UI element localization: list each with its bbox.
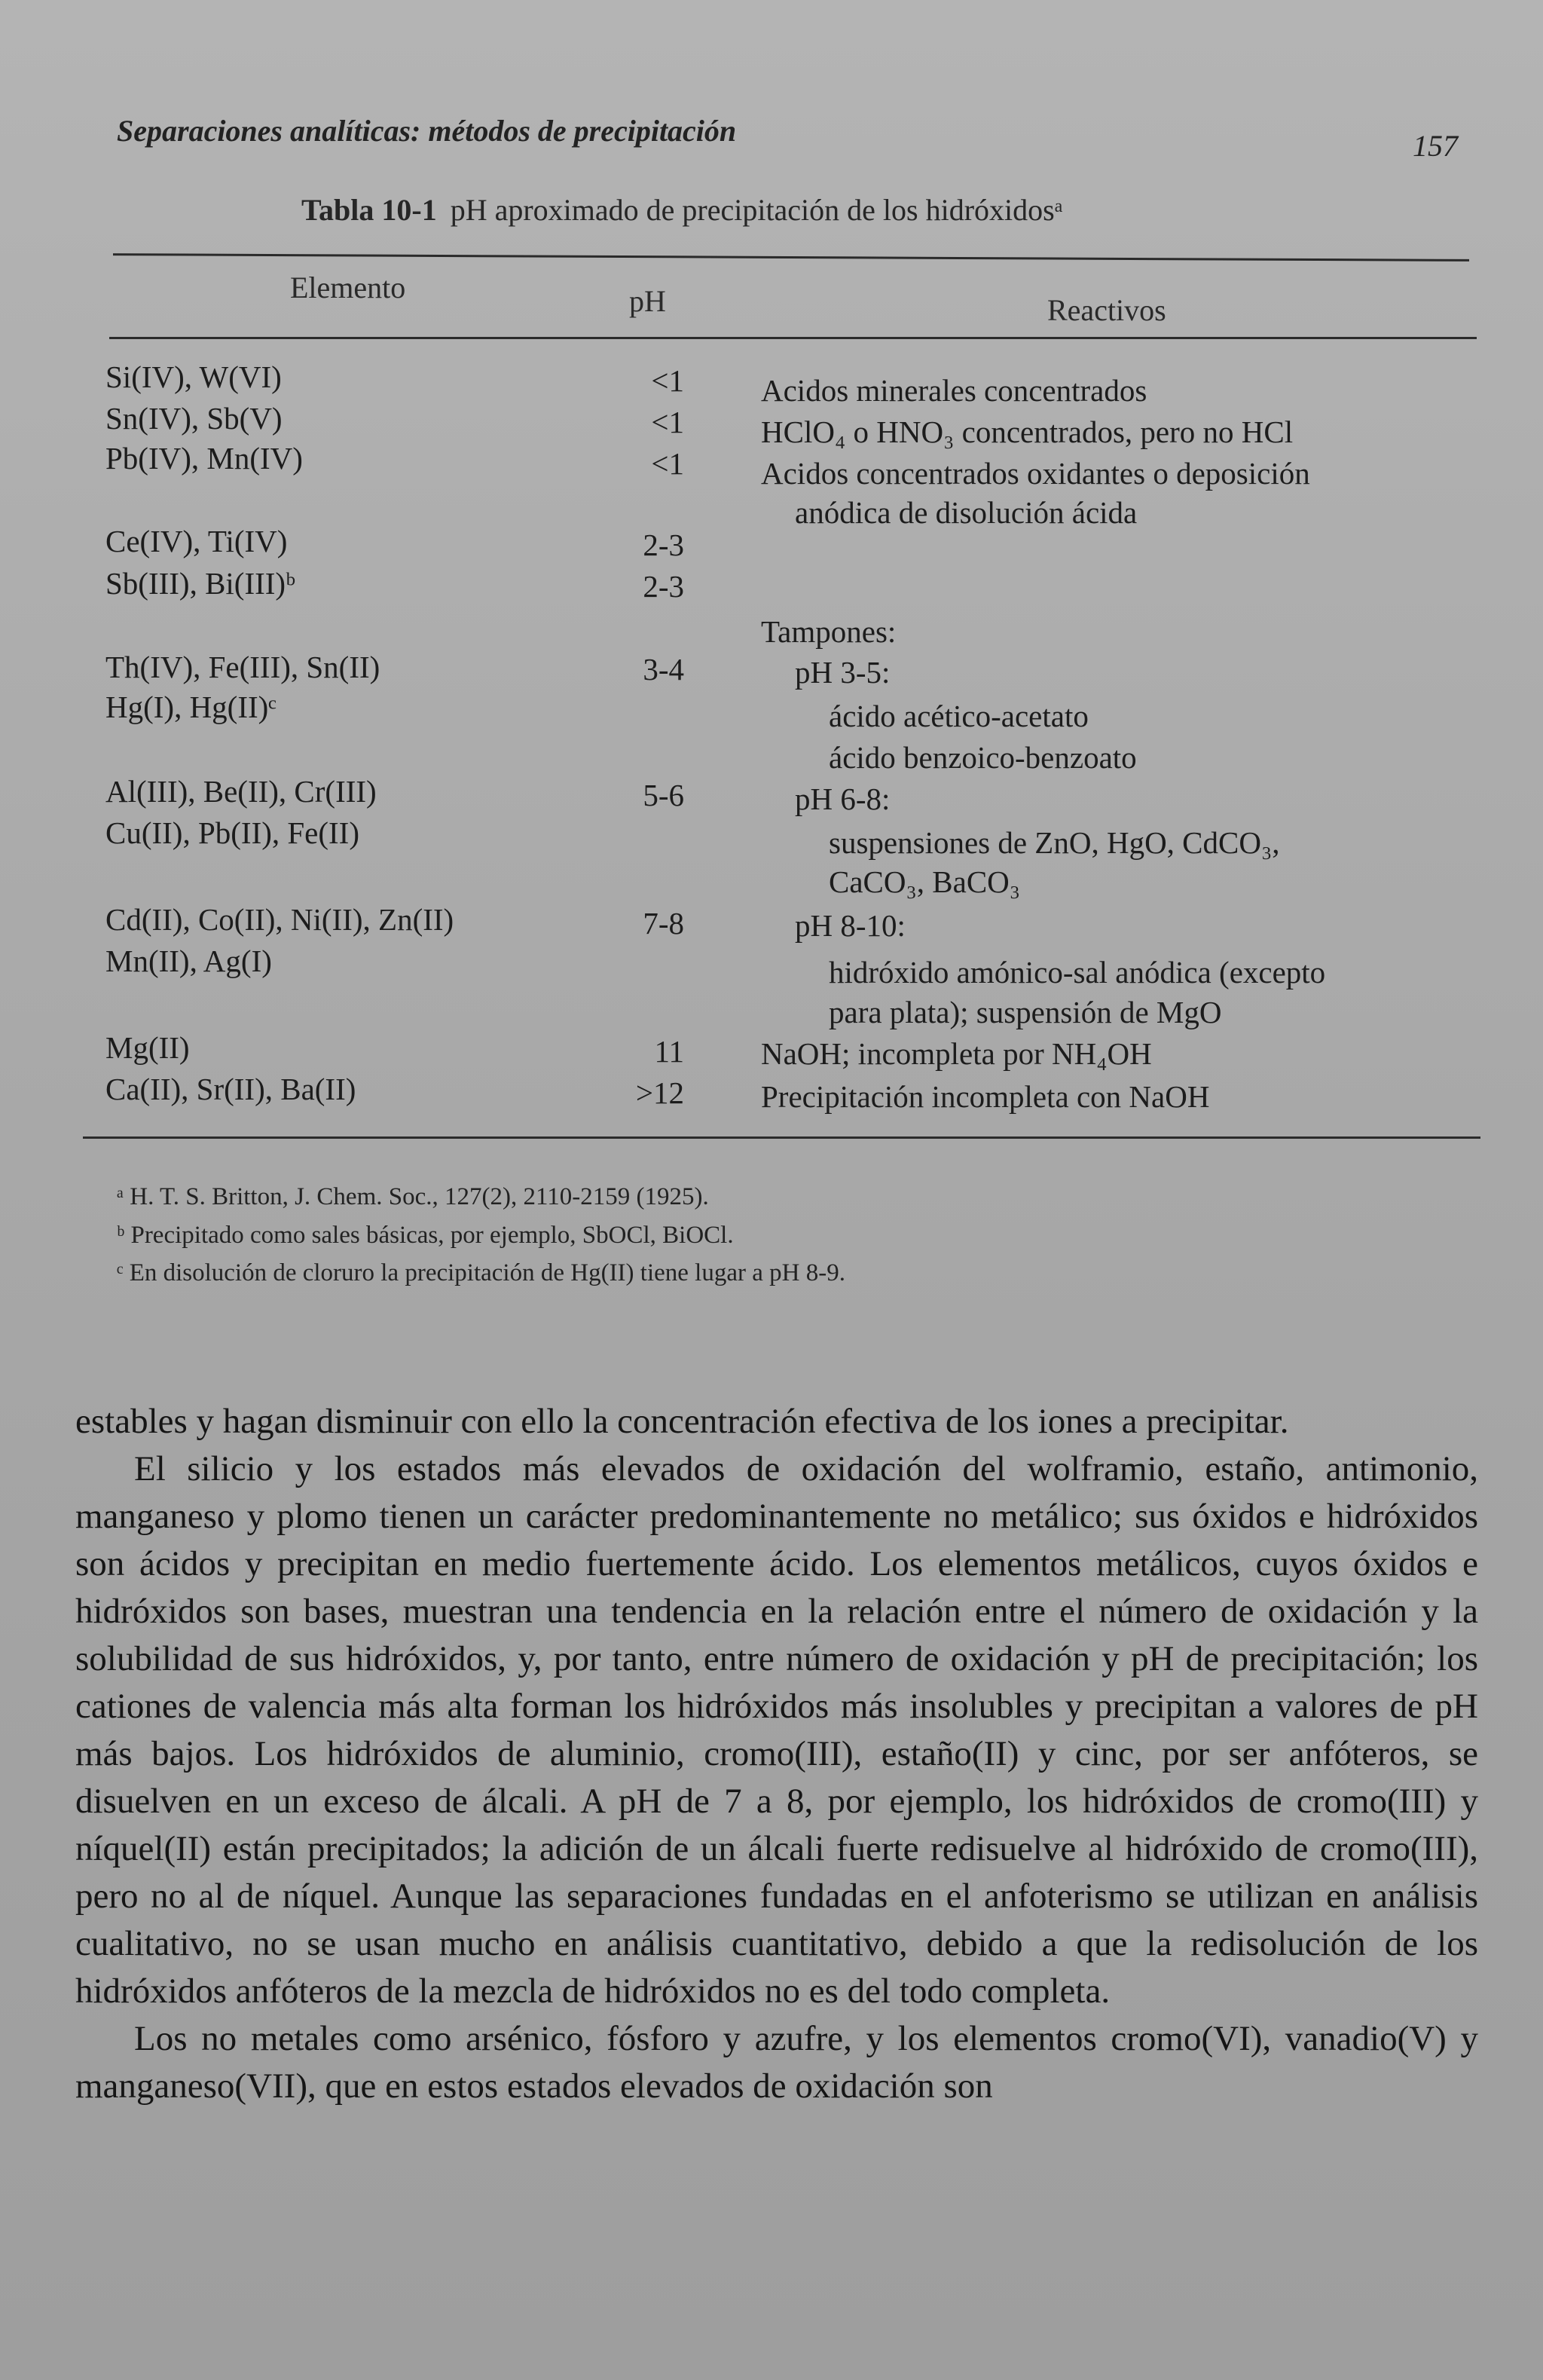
column-header-reactivos: Reactivos (1047, 293, 1166, 327)
table-caption-text: pH aproximado de precipitación de los hidróxidosᵃ (450, 193, 1063, 227)
table-header-rule (109, 337, 1477, 339)
table-cell-ph: <1 (651, 363, 684, 398)
footnote-b: ᵇ Precipitado como sales básicas, por ejemplo, SbOCl, BiOCl. (117, 1222, 734, 1249)
body-text (75, 1398, 1478, 2110)
table-cell-elemento: Ca(II), Sr(II), Ba(II) (105, 1072, 356, 1106)
table-cell-elemento: Pb(IV), Mn(IV) (105, 441, 303, 476)
column-header-ph: pH (629, 284, 666, 318)
running-head: Separaciones analíticas: métodos de precipitación (117, 114, 737, 148)
table-bottom-rule (83, 1136, 1480, 1139)
table-top-rule (113, 253, 1469, 262)
table-cell-ph: 7-8 (643, 906, 684, 941)
table-cell-elemento: Cd(II), Co(II), Ni(II), Zn(II) (105, 902, 454, 937)
table-cell-reactivos: pH 3-5: (795, 655, 891, 690)
table-cell-elemento: Hg(I), Hg(II)ᶜ (105, 690, 277, 724)
table-cell-reactivos: Tampones: (761, 614, 897, 649)
table-cell-ph: <1 (651, 446, 684, 481)
footnote-c: ᶜ En disolución de cloruro la precipitación de Hg(II) tiene lugar a pH 8-9. (117, 1259, 845, 1286)
table-caption-label: Tabla 10-1 (301, 193, 437, 227)
table-cell-ph: <1 (651, 405, 684, 439)
table-cell-elemento: Ce(IV), Ti(IV) (105, 524, 288, 558)
table-cell-ph: 11 (654, 1034, 684, 1069)
table-cell-ph: 5-6 (643, 778, 684, 812)
table-cell-elemento: Sn(IV), Sb(V) (105, 401, 283, 436)
table-caption (301, 192, 1063, 228)
table-cell-reactivos: pH 6-8: (795, 782, 891, 816)
column-header-elemento: Elemento (290, 271, 406, 304)
table-cell-ph: >12 (635, 1075, 684, 1110)
body-paragraph: Los no metales como arsénico, fósforo y azufre, y los elementos cromo(VI), vanadio(V) y manganeso(VII), que en estos estados elevados de oxidación son (75, 2019, 1478, 2106)
table-cell-ph: 2-3 (643, 569, 684, 604)
page-number: 157 (1413, 129, 1458, 163)
table-cell-reactivos: ácido benzoico-benzoato (829, 740, 1137, 775)
table-cell-reactivos: ácido acético-acetato (829, 699, 1089, 733)
table-cell-elemento: Si(IV), W(VI) (105, 359, 282, 394)
body-paragraph: estables y hagan disminuir con ello la concentración efectiva de los iones a precipitar. (75, 1402, 1289, 1441)
table-cell-reactivos: Precipitación incompleta con NaOH (761, 1079, 1210, 1114)
table-cell-ph: 2-3 (643, 528, 684, 562)
table-cell-elemento: Al(III), Be(II), Cr(III) (105, 774, 377, 809)
table-cell-elemento: Sb(III), Bi(III)ᵇ (105, 566, 295, 601)
table-cell-elemento: Th(IV), Fe(III), Sn(II) (105, 650, 380, 684)
table-cell-elemento: Cu(II), Pb(II), Fe(II) (105, 815, 359, 850)
table-cell-reactivos: NaOH; incompleta por NH₄OH (761, 1036, 1152, 1071)
table-cell-reactivos: Acidos minerales concentrados (761, 373, 1147, 408)
footnote-a: ᵃ H. T. S. Britton, J. Chem. Soc., 127(2), 2110-2159 (1925). (117, 1183, 709, 1210)
table-cell-elemento: Mg(II) (105, 1030, 190, 1065)
table-cell-reactivos: pH 8-10: (795, 908, 906, 943)
table-cell-elemento: Mn(II), Ag(I) (105, 944, 272, 978)
table-cell-reactivos: para plata); suspensión de MgO (829, 995, 1222, 1029)
table-cell-reactivos: Acidos concentrados oxidantes o deposición (761, 456, 1310, 491)
table-cell-ph: 3-4 (643, 652, 684, 687)
table-cell-reactivos: CaCO₃, BaCO₃ (829, 864, 1021, 899)
table-cell-reactivos: hidróxido amónico-sal anódica (excepto (829, 955, 1326, 990)
body-paragraph: El silicio y los estados más elevados de oxidación del wolframio, estaño, antimonio, manganeso y plomo tienen un carácter predominantemente no metálico; sus óxidos e hidróxidos son ácidos y precipitan en medio fuertemente ácido. Los elementos metálicos, cuyos óxidos e hidróxidos son bases, muestran una tendencia en la relación entre el número de oxidación y la solubilidad de sus hidróxidos, y, por tanto, entre número de oxidación y pH de precipitación; los cationes de valencia más alta forman los hidróxidos más insolubles y precipitan a valores de pH más bajos. Los hidróxidos de aluminio, cromo(III), estaño(II) y cinc, por ser anfóteros, se disuelven en un exceso de álcali. A pH de 7 a 8, por ejemplo, los hidróxidos de cromo(III) y níquel(II) están precipitados; la adición de un álcali fuerte redisuelve al hidróxido de cromo(III), pero no al de níquel. Aunque las separaciones fundadas en el anfoterismo se utilizan en análisis cualitativo, no se usan mucho en análisis cuantitativo, debido a que la redisolución de los hidróxidos anfóteros de la mezcla de hidróxidos no es del todo completa. (75, 1449, 1478, 2011)
table-cell-reactivos: suspensiones de ZnO, HgO, CdCO₃, (829, 825, 1280, 860)
table-cell-reactivos: HClO₄ o HNO₃ concentrados, pero no HCl (761, 415, 1294, 449)
table-cell-reactivos: anódica de disolución ácida (795, 495, 1138, 530)
